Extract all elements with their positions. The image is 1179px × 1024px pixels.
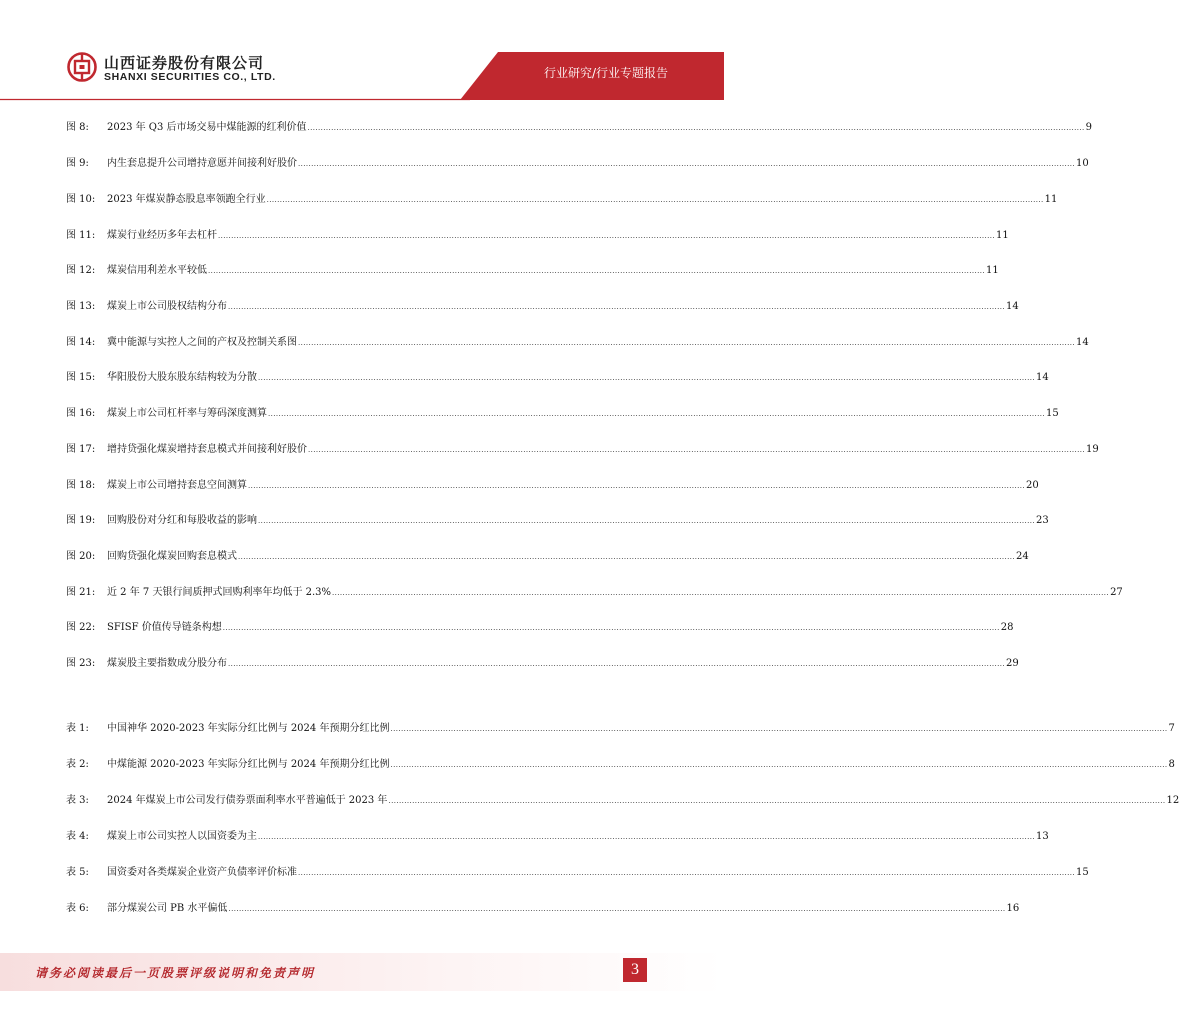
toc-entry-page: 11 — [1044, 194, 1058, 205]
toc-entry-figure[interactable] — [66, 406, 1059, 422]
toc-entry-figure[interactable] — [66, 620, 1014, 636]
toc-entry-label: 表 6: — [66, 903, 89, 914]
toc-dot-leader: ........................................................................................................................................................................................................................................................................................................ — [258, 374, 1036, 382]
toc-entry-title: 回购股份对分红和每股收益的影响 — [107, 515, 257, 526]
toc-entry-page: 12 — [1166, 795, 1179, 806]
toc-entry-title: 煤炭上市公司股权结构分布 — [107, 301, 227, 312]
toc-entry-page: 23 — [1036, 515, 1049, 526]
toc-dot-leader: ........................................................................................................................................................................................................................................................................................................ — [228, 660, 1006, 668]
toc-entry-page: 7 — [1168, 723, 1175, 734]
toc-entry-page: 14 — [1036, 372, 1049, 383]
toc-entry-title: 华阳股份大股东股东结构较为分散 — [107, 372, 257, 383]
toc-dot-leader: ........................................................................................................................................................................................................................................................................................................ — [248, 482, 1026, 490]
toc-dot-leader: ........................................................................................................................................................................................................................................................................................................ — [258, 517, 1036, 525]
toc-entry-page: 14 — [1076, 337, 1089, 348]
toc-entry-title: 煤炭行业经历多年去杠杆 — [107, 230, 217, 241]
toc-entry-page: 9 — [1085, 122, 1092, 133]
toc-entry-label: 表 1: — [66, 723, 89, 734]
toc-entry-label: 图 21: — [66, 587, 96, 598]
toc-entry-title: 国资委对各类煤炭企业资产负债率评价标准 — [107, 867, 297, 878]
toc-entry-figure[interactable] — [66, 656, 1019, 672]
toc-dot-leader: ........................................................................................................................................................................................................................................................................................................ — [208, 267, 986, 275]
toc-entry-table[interactable] — [66, 829, 1049, 845]
toc-entry-title: 冀中能源与实控人之间的产权及控制关系图 — [107, 337, 297, 348]
header-banner — [0, 0, 724, 100]
toc-entry-table[interactable] — [66, 721, 1175, 737]
toc-entry-figure[interactable] — [66, 335, 1089, 351]
toc-entry-label: 图 22: — [66, 622, 96, 633]
toc-dot-leader: ........................................................................................................................................................................................................................................................................................................ — [228, 303, 1006, 311]
toc-entry-title: 煤炭上市公司杠杆率与筹码深度测算 — [107, 408, 267, 419]
toc-entry-figure[interactable] — [66, 156, 1089, 172]
toc-entry-label: 图 11: — [66, 230, 96, 241]
toc-dot-leader: ........................................................................................................................................................................................................................................................................................................ — [298, 160, 1076, 168]
toc-entry-page: 29 — [1006, 658, 1019, 669]
toc-entry-label: 图 17: — [66, 444, 96, 455]
company-name-cn: 山西证券股份有限公司 — [104, 54, 265, 72]
toc-entry-page: 28 — [1000, 622, 1014, 633]
toc-entry-figure[interactable] — [66, 549, 1029, 565]
toc-entry-figure[interactable] — [66, 585, 1123, 601]
toc-entry-figure[interactable] — [66, 442, 1099, 458]
toc-dot-leader: ........................................................................................................................................................................................................................................................................................................ — [390, 761, 1168, 769]
toc-dot-leader: ........................................................................................................................................................................................................................................................................................................ — [228, 905, 1006, 913]
toc-entry-label: 图 20: — [66, 551, 96, 562]
toc-entry-title: 2023 年 Q3 后市场交易中煤能源的红利价值 — [107, 122, 307, 133]
report-type-label: 行业研究/行业专题报告 — [543, 66, 668, 80]
toc-dot-leader: ........................................................................................................................................................................................................................................................................................................ — [258, 833, 1036, 841]
toc-dot-leader: ........................................................................................................................................................................................................................................................................................................ — [268, 410, 1046, 418]
toc-entry-page: 27 — [1110, 587, 1123, 598]
toc-entry-title: 近 2 年 7 天银行间质押式回购利率年均低于 2.3% — [107, 587, 332, 598]
toc-dot-leader: ........................................................................................................................................................................................................................................................................................................ — [298, 869, 1076, 877]
toc-entry-title: 增持贷强化煤炭增持套息模式并间接利好股价 — [107, 444, 307, 455]
toc-entry-label: 图 9: — [66, 158, 89, 169]
toc-dot-leader: ........................................................................................................................................................................................................................................................................................................ — [238, 553, 1016, 561]
toc-entry-label: 表 5: — [66, 867, 89, 878]
toc-entry-title: 中国神华 2020-2023 年实际分红比例与 2024 年预期分红比例 — [107, 723, 390, 734]
toc-dot-leader: ........................................................................................................................................................................................................................................................................................................ — [388, 797, 1166, 805]
toc-dot-leader: ........................................................................................................................................................................................................................................................................................................ — [308, 446, 1086, 454]
toc-entry-label: 表 4: — [66, 831, 89, 842]
page-number: 3 — [623, 958, 647, 982]
toc-entry-label: 图 18: — [66, 480, 96, 491]
toc-entry-page: 24 — [1016, 551, 1029, 562]
toc-entry-title: 煤炭上市公司增持套息空间测算 — [107, 480, 247, 491]
toc-entry-figure[interactable] — [66, 299, 1019, 315]
toc-dot-leader: ........................................................................................................................................................................................................................................................................................................ — [266, 196, 1044, 204]
toc-entry-label: 图 13: — [66, 301, 96, 312]
toc-entry-figure[interactable] — [66, 370, 1049, 386]
page-header — [0, 0, 724, 100]
toc-entry-figure[interactable] — [66, 120, 1092, 136]
toc-entry-page: 20 — [1026, 480, 1039, 491]
toc-dot-leader: ........................................................................................................................................................................................................................................................................................................ — [307, 124, 1085, 132]
toc-entry-label: 表 3: — [66, 795, 89, 806]
toc-entry-label: 图 10: — [66, 194, 96, 205]
toc-entry-figure[interactable] — [66, 478, 1039, 494]
toc-dot-leader: ........................................................................................................................................................................................................................................................................................................ — [332, 589, 1110, 597]
toc-entry-title: 2023 年煤炭静态股息率领跑全行业 — [107, 194, 266, 205]
toc-entry-table[interactable] — [66, 757, 1175, 773]
toc-entry-page: 8 — [1168, 759, 1175, 770]
toc-entry-title: SFISF 价值传导链条构想 — [107, 622, 222, 633]
toc-entry-page: 16 — [1006, 903, 1020, 914]
toc-entry-page: 11 — [996, 230, 1009, 241]
toc-entry-page: 10 — [1076, 158, 1089, 169]
toc-entry-figure[interactable] — [66, 192, 1058, 208]
toc-entry-figure[interactable] — [66, 263, 999, 279]
toc-entry-title: 煤炭股主要指数成分股分布 — [107, 658, 227, 669]
toc-entry-label: 图 8: — [66, 122, 89, 133]
toc-dot-leader: ........................................................................................................................................................................................................................................................................................................ — [390, 725, 1168, 733]
toc-entry-label: 图 16: — [66, 408, 96, 419]
toc-entry-page: 15 — [1046, 408, 1059, 419]
toc-entry-label: 图 14: — [66, 337, 96, 348]
toc-entry-page: 14 — [1006, 301, 1019, 312]
toc-entry-label: 图 23: — [66, 658, 96, 669]
toc-dot-leader: ........................................................................................................................................................................................................................................................................................................ — [298, 339, 1076, 347]
toc-entry-title: 中煤能源 2020-2023 年实际分红比例与 2024 年预期分红比例 — [107, 759, 390, 770]
toc-entry-title: 回购贷强化煤炭回购套息模式 — [107, 551, 237, 562]
toc-entry-table[interactable] — [66, 865, 1089, 881]
company-name-en: SHANXI SECURITIES CO., LTD. — [104, 71, 276, 83]
toc-entry-table[interactable] — [66, 901, 1020, 917]
company-logo-icon — [67, 52, 97, 82]
toc-entry-title: 煤炭上市公司实控人以国资委为主 — [107, 831, 257, 842]
toc-entry-page: 19 — [1086, 444, 1099, 455]
toc-entry-label: 图 12: — [66, 265, 96, 276]
page-footer — [0, 953, 724, 993]
toc-entry-figure[interactable] — [66, 513, 1049, 529]
toc-entry-title: 煤炭信用利差水平较低 — [107, 265, 207, 276]
toc-entry-page: 15 — [1076, 867, 1089, 878]
toc-entry-label: 图 15: — [66, 372, 96, 383]
toc-dot-leader: ........................................................................................................................................................................................................................................................................................................ — [218, 232, 996, 240]
toc-entry-table[interactable] — [66, 793, 1179, 809]
toc-entry-label: 图 19: — [66, 515, 96, 526]
toc-entry-title: 2024 年煤炭上市公司发行债券票面利率水平普遍低于 2023 年 — [107, 795, 388, 806]
toc-entry-title: 部分煤炭公司 PB 水平偏低 — [107, 903, 228, 914]
toc-entry-page: 13 — [1036, 831, 1049, 842]
toc-dot-leader: ........................................................................................................................................................................................................................................................................................................ — [222, 624, 1000, 632]
disclaimer-notice: 请务必阅读最后一页股票评级说明和免责声明 — [35, 966, 316, 980]
toc-entry-label: 表 2: — [66, 759, 89, 770]
toc-entry-figure[interactable] — [66, 228, 1009, 244]
toc-entry-title: 内生套息提升公司增持意愿并间接利好股价 — [107, 158, 297, 169]
toc-entry-page: 11 — [986, 265, 999, 276]
